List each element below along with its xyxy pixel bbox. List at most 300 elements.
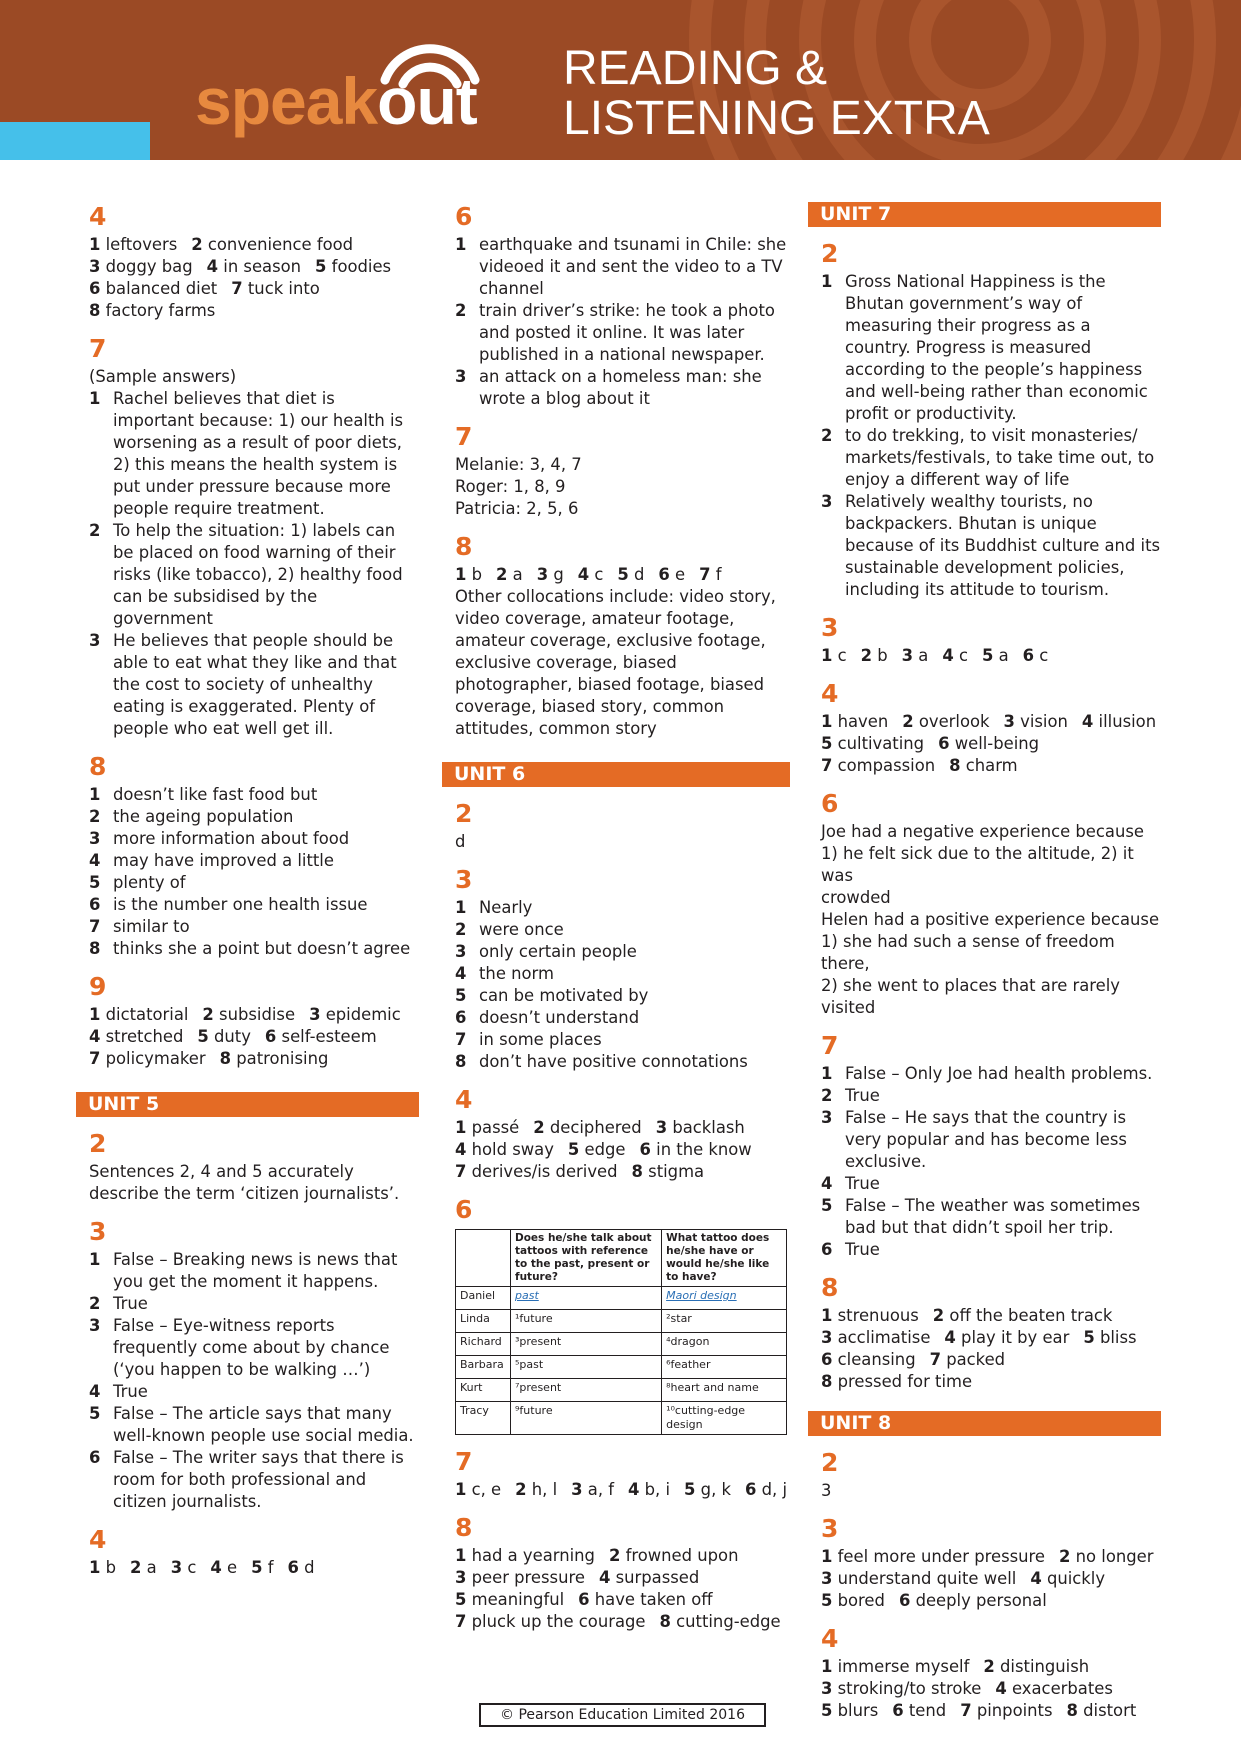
answer-number: 8: [949, 756, 961, 775]
table-cell: ¹future: [511, 1310, 662, 1333]
answer-entry: [89, 1005, 188, 1024]
answer-line: [455, 1139, 790, 1161]
exercise-number: 4: [455, 1085, 473, 1114]
answer-entry: [89, 1049, 206, 1068]
answer-entry: [1067, 1701, 1137, 1720]
answer-line: [821, 1656, 1161, 1678]
answer-value: hold sway: [471, 1140, 554, 1159]
answer-value: factory farms: [105, 301, 216, 320]
answer-value: True: [845, 1086, 880, 1105]
answer-line: [821, 1371, 1161, 1393]
answer-item: [89, 916, 419, 938]
answer-number: 3: [89, 631, 101, 650]
row-name-cell: Linda: [456, 1310, 511, 1333]
answer-number: 8: [1066, 1701, 1078, 1720]
answer-value: d: [634, 565, 645, 584]
unit-heading: UNIT 6: [442, 762, 790, 787]
answer-entry: [960, 1701, 1052, 1720]
text-line: crowded: [821, 888, 891, 907]
answer-item: [455, 1007, 790, 1029]
answer-value: off the beaten track: [949, 1306, 1113, 1325]
answer-value: Gross National Happiness is the Bhutan government’s way of measuring their progress as a country. Progress is measured according to the people’s happiness and well-being rather than economic profit or productivity.: [845, 272, 1148, 423]
answer-value: False – He says that the country is very popular and has become less exclusive.: [845, 1108, 1127, 1171]
answer-value: distinguish: [1000, 1657, 1090, 1676]
answer-item: [455, 1029, 790, 1051]
answer-value: Nearly: [479, 898, 533, 917]
answer-value: thinks she a point but doesn’t agree: [113, 939, 411, 958]
answer-text: Other collocations include: video story, video coverage, amateur footage, amateur coverage, exclusive footage, exclusive coverage, biased photographer, biased footage, biased coverage, biased story, common attitudes, common story: [455, 587, 776, 738]
answer-value: b: [471, 565, 483, 584]
answer-value: bored: [837, 1591, 885, 1610]
answer-line: [89, 1004, 419, 1026]
answer-value: True: [113, 1294, 148, 1313]
answer-value: deeply personal: [915, 1591, 1047, 1610]
answer-value: epidemic: [325, 1005, 401, 1024]
answer-line: [455, 1567, 790, 1589]
answer-item: [89, 806, 419, 828]
answer-entry: [89, 301, 215, 320]
answer-entry: [821, 734, 924, 753]
answer-number: 5: [821, 1701, 833, 1720]
answer-entry: [933, 1306, 1113, 1325]
answer-items: [89, 784, 419, 960]
answer-value: pluck up the courage: [471, 1612, 646, 1631]
answer-item: [821, 1239, 1161, 1261]
answer-entry: [821, 1372, 972, 1391]
answer-entry: [821, 712, 888, 731]
answer-value: True: [845, 1240, 880, 1259]
answer-item: [89, 520, 419, 630]
answer-number: 1: [821, 1657, 833, 1676]
exercise-number: 3: [455, 865, 473, 894]
answer-number: 4: [598, 1568, 611, 1587]
answer-value: True: [113, 1382, 148, 1401]
exercise-number: 7: [455, 422, 473, 451]
answer-lines: [455, 564, 790, 586]
answer-number: 6: [264, 1027, 277, 1046]
answer-value: patronising: [236, 1049, 329, 1068]
answer-value: stigma: [648, 1162, 705, 1181]
answer-number: 6: [89, 1448, 101, 1467]
answer-item: [455, 941, 790, 963]
row-name-cell: Tracy: [456, 1402, 511, 1435]
answer-value: False – The writer says that there is room for both professional and citizen journalists.: [113, 1448, 404, 1511]
answer-entry: [89, 1558, 116, 1577]
answer-number: 1: [89, 1005, 101, 1024]
answer-number: 2: [821, 1086, 833, 1105]
answer-line: [455, 1589, 790, 1611]
answer-value: peer pressure: [471, 1568, 585, 1587]
answer-line: [821, 1327, 1161, 1349]
answer-value: don’t have positive connotations: [479, 1052, 748, 1071]
answer-number: 4: [89, 851, 101, 870]
answer-entry: [455, 1568, 585, 1587]
answer-entry: [861, 646, 888, 665]
answer-number: 2: [130, 1558, 142, 1577]
answer-number: 7: [699, 565, 711, 584]
answer-number: 2: [983, 1657, 995, 1676]
table-header-cell: [456, 1230, 511, 1287]
text-line: 1) he felt sick due to the altitude, 2) it was: [821, 844, 1134, 885]
answer-entry: [949, 756, 1018, 775]
answer-items: [455, 234, 790, 410]
answer-value: stretched: [105, 1027, 184, 1046]
answer-entry: [1004, 712, 1068, 731]
answer-entry: [982, 646, 1009, 665]
answer-value: earthquake and tsunami in Chile: she videoed it and sent the video to a TV channel: [479, 235, 787, 298]
answer-entry: [821, 646, 847, 665]
answer-lines: [821, 1546, 1161, 1612]
answer-number: 4: [995, 1679, 1007, 1698]
exercise-number: 7: [455, 1447, 473, 1476]
exercise-number: 6: [821, 789, 839, 818]
answer-value: leftovers: [105, 235, 178, 254]
answer-number: 2: [902, 712, 914, 731]
answer-value: f: [267, 1558, 274, 1577]
answer-item: [89, 784, 419, 806]
answer-number: 7: [455, 1162, 467, 1181]
text-line: Helen had a positive experience because: [821, 910, 1160, 929]
answer-value: c: [187, 1558, 197, 1577]
answer-value: subsidise: [219, 1005, 296, 1024]
answer-item: [455, 963, 790, 985]
answer-value: quickly: [1046, 1569, 1106, 1588]
answer-number: 7: [89, 1049, 101, 1068]
answer-value: c, e: [471, 1480, 502, 1499]
note-text: (Sample answers): [89, 367, 237, 386]
table-header-cell: Does he/she talk about tattoos with reference to the past, present or future?: [511, 1230, 662, 1287]
answer-number: 2: [860, 646, 873, 665]
answer-number: 1: [455, 235, 467, 254]
answer-number: 5: [197, 1027, 209, 1046]
table-row: [456, 1287, 787, 1310]
answer-value: duty: [214, 1027, 251, 1046]
answer-entry: [89, 279, 217, 298]
answer-line: [455, 1117, 790, 1139]
table-cell: ⁹future: [511, 1402, 662, 1435]
answer-number: 4: [455, 964, 467, 983]
answer-line: [455, 1161, 790, 1183]
exercise-number: 8: [89, 752, 107, 781]
table-cell: ⁶feather: [662, 1356, 787, 1379]
answer-number: 6: [89, 895, 101, 914]
answer-items: [455, 897, 790, 1073]
answer-entry: [821, 1547, 1045, 1566]
answer-line: [821, 1349, 1161, 1371]
answer-number: 3: [309, 1005, 321, 1024]
exercise-number: 4: [89, 1525, 107, 1554]
answer-number: 6: [455, 1008, 467, 1027]
answer-value: False – Only Joe had health problems.: [845, 1064, 1153, 1083]
answer-lines: [89, 234, 419, 322]
answer-value: He believes that people should be able to eat what they like and that the cost to society of unhealthy eating is exaggerated. Plenty of people who eat well get ill.: [113, 631, 397, 738]
answer-number: 5: [684, 1480, 696, 1499]
answer-number: 6: [1022, 646, 1035, 665]
answer-number: 8: [219, 1049, 232, 1068]
answer-value: Rachel believes that diet is important because: 1) our health is worsening as a result of poor diets, 2) this means the health system is put under pressure because more people require treatment.: [113, 389, 404, 518]
exercise-number: 7: [89, 334, 107, 363]
answer-value: exacerbates: [1012, 1679, 1113, 1698]
answer-number: 3: [89, 257, 101, 276]
answer-value: were once: [479, 920, 564, 939]
unit-heading: UNIT 5: [76, 1092, 419, 1117]
answer-value: blurs: [837, 1701, 879, 1720]
answer-item: [89, 630, 419, 740]
row-name-cell: Richard: [456, 1333, 511, 1356]
answer-entry: [640, 1140, 752, 1159]
answer-text: d: [455, 832, 466, 851]
answer-number: 5: [89, 1404, 101, 1423]
answer-number: 5: [821, 734, 833, 753]
answer-value: packed: [946, 1350, 1006, 1369]
answer-value: b: [877, 646, 888, 665]
answer-lines: [455, 1545, 790, 1633]
answer-value: c: [837, 646, 847, 665]
answer-value: f: [715, 565, 722, 584]
answer-value: b, i: [644, 1480, 671, 1499]
answer-number: 1: [821, 1547, 833, 1566]
answer-entry: [1082, 712, 1156, 731]
answer-entry: [821, 756, 935, 775]
answer-value: surpassed: [615, 1568, 700, 1587]
answer-entry: [171, 1558, 197, 1577]
answer-entry: [1030, 1569, 1105, 1588]
answer-number: 1: [455, 565, 467, 584]
answer-value: stroking/to stroke: [837, 1679, 982, 1698]
answer-value: had a yearning: [471, 1546, 595, 1565]
header-title-line2: LISTENING EXTRA: [563, 92, 990, 145]
answer-item: [89, 1403, 419, 1447]
answer-number: 5: [567, 1140, 580, 1159]
answer-entry: [197, 1027, 251, 1046]
answer-entry: [938, 734, 1039, 753]
answer-number: 1: [821, 1064, 833, 1083]
answer-number: 4: [1030, 1569, 1042, 1588]
answer-number: 3: [455, 942, 467, 961]
answer-number: 3: [536, 565, 549, 584]
answer-entry: [455, 1480, 501, 1499]
answer-number: 6: [89, 279, 101, 298]
unit-heading: UNIT 8: [808, 1411, 1161, 1436]
answer-items: [89, 1249, 419, 1513]
answer-items: [821, 1063, 1161, 1261]
answer-number: 7: [929, 1350, 941, 1369]
answer-value: d, j: [761, 1480, 788, 1499]
answer-number: 2: [89, 807, 101, 826]
answer-entry: [455, 1118, 519, 1137]
answer-entry: [578, 565, 604, 584]
answer-item: [455, 919, 790, 941]
answer-number: 3: [821, 1569, 833, 1588]
answer-number: 6: [821, 1350, 833, 1369]
answer-item: [821, 1063, 1161, 1085]
answer-value: vision: [1020, 712, 1068, 731]
answer-number: 3: [170, 1558, 183, 1577]
text-line: Patricia: 2, 5, 6: [455, 499, 579, 518]
answer-number: 1: [89, 1250, 101, 1269]
answer-item: [821, 1195, 1161, 1239]
answer-entry: [191, 235, 353, 254]
answer-value: g, k: [700, 1480, 731, 1499]
answer-entry: [89, 257, 193, 276]
answer-number: 5: [821, 1196, 833, 1215]
exercise-number: 2: [455, 799, 473, 828]
answer-entry: [265, 1027, 377, 1046]
answer-number: 2: [608, 1546, 621, 1565]
answer-number: 2: [89, 521, 101, 540]
answer-value: False – Breaking news is news that you get the moment it happens.: [113, 1250, 398, 1291]
row-name-cell: Daniel: [456, 1287, 511, 1310]
answer-value: may have improved a little: [113, 851, 334, 870]
answer-item: [89, 1293, 419, 1315]
answer-value: passé: [471, 1118, 520, 1137]
exercise-number: 6: [455, 1195, 473, 1224]
answer-entry: [231, 279, 320, 298]
answer-value: doggy bag: [105, 257, 193, 276]
table-row: [456, 1402, 787, 1435]
table-header-row: [456, 1230, 787, 1287]
answer-number: 5: [315, 257, 327, 276]
answer-line: [89, 234, 419, 256]
answer-item: [455, 985, 790, 1007]
answer-entry: [658, 565, 685, 584]
answer-item: [89, 894, 419, 916]
answer-value: an attack on a homeless man: she wrote a blog about it: [479, 367, 762, 408]
answer-line: [821, 1700, 1161, 1722]
answer-value: cultivating: [837, 734, 925, 753]
answer-value: convenience food: [207, 235, 354, 254]
answer-number: 3: [1003, 712, 1015, 731]
answer-entry: [251, 1558, 273, 1577]
answer-item: [89, 828, 419, 850]
answer-number: 3: [655, 1118, 668, 1137]
answer-number: 3: [821, 492, 833, 511]
answer-value: meaningful: [471, 1590, 565, 1609]
answer-number: 7: [231, 279, 243, 298]
answer-number: 7: [821, 756, 833, 775]
answer-entry: [892, 1701, 946, 1720]
column-2: [455, 202, 790, 1633]
answer-number: 7: [89, 917, 101, 936]
answer-line: [821, 1678, 1161, 1700]
table-row: [456, 1379, 787, 1402]
answer-line: [821, 1305, 1161, 1327]
answer-value: pressed for time: [837, 1372, 973, 1391]
answer-value: False – The weather was sometimes bad but that didn’t spoil her trip.: [845, 1196, 1141, 1237]
answer-value: more information about food: [113, 829, 350, 848]
answer-item: [821, 1085, 1161, 1107]
answer-value: balanced diet: [105, 279, 218, 298]
answer-entry: [821, 1657, 969, 1676]
answer-entry: [1023, 646, 1049, 665]
answer-number: 5: [251, 1558, 263, 1577]
unit-heading: UNIT 7: [808, 202, 1161, 227]
answer-line: [89, 1048, 419, 1070]
exercise-number: 2: [89, 1129, 107, 1158]
answer-number: 5: [1083, 1328, 1095, 1347]
answer-value: d: [304, 1558, 315, 1577]
answer-number: 1: [821, 1306, 833, 1325]
answer-number: 1: [455, 1480, 467, 1499]
answer-value: distort: [1083, 1701, 1137, 1720]
answer-number: 6: [821, 1240, 833, 1259]
answer-entry: [315, 257, 391, 276]
answer-value: policymaker: [105, 1049, 206, 1068]
answer-entry: [930, 1350, 1005, 1369]
answer-value: tend: [908, 1701, 947, 1720]
table-cell: ¹⁰cutting-edge design: [662, 1402, 787, 1435]
answer-entry: [1083, 1328, 1136, 1347]
answer-entry: [609, 1546, 739, 1565]
answer-value: acclimatise: [837, 1328, 931, 1347]
text-line: Roger: 1, 8, 9: [455, 477, 566, 496]
answer-number: 4: [1081, 712, 1094, 731]
answer-value: feel more under pressure: [837, 1547, 1046, 1566]
answer-number: 8: [659, 1612, 671, 1631]
answer-value: dictatorial: [105, 1005, 189, 1024]
table-cell: ⁸heart and name: [662, 1379, 787, 1402]
answer-number: 7: [455, 1612, 467, 1631]
answer-number: 3: [89, 1316, 101, 1335]
answer-number: 3: [455, 367, 467, 386]
answer-entry: [599, 1568, 699, 1587]
answer-line: [455, 564, 790, 586]
answer-number: 2: [455, 301, 467, 320]
answer-number: 3: [821, 1328, 833, 1347]
answer-entry: [1059, 1547, 1153, 1566]
answer-value: cutting-edge: [676, 1612, 781, 1631]
text-line: Joe had a negative experience because: [821, 822, 1144, 841]
table-header-cell: What tattoo does he/she have or would he/she like to have?: [662, 1230, 787, 1287]
answer-value: doesn’t like fast food but: [113, 785, 318, 804]
answer-entry: [287, 1558, 314, 1577]
answer-line: [89, 1026, 419, 1048]
answer-line: [455, 1545, 790, 1567]
answer-value: a: [512, 565, 523, 584]
answer-number: 2: [932, 1306, 945, 1325]
answer-value: cleansing: [837, 1350, 916, 1369]
exercise-number: 7: [821, 1031, 839, 1060]
answer-items: [89, 388, 419, 740]
answer-text: 3: [821, 1481, 832, 1500]
answer-text: Sentences 2, 4 and 5 accurately describe the term ‘citizen journalists’.: [89, 1162, 400, 1203]
answer-value: well-being: [954, 734, 1040, 753]
answer-line: [821, 1568, 1161, 1590]
answer-value: can be motivated by: [479, 986, 649, 1005]
answer-entry: [944, 1328, 1069, 1347]
answer-item: [89, 1447, 419, 1513]
answer-line: [821, 755, 1161, 777]
answer-number: 6: [578, 1590, 590, 1609]
header-title: [563, 44, 990, 144]
answer-entry: [821, 1591, 885, 1610]
answer-value: c: [1039, 646, 1049, 665]
table-cell: past: [511, 1287, 662, 1310]
answer-number: 5: [617, 565, 629, 584]
answer-value: have taken off: [594, 1590, 713, 1609]
answer-entry: [578, 1590, 712, 1609]
answer-line: [821, 733, 1161, 755]
answer-entry: [995, 1679, 1113, 1698]
answer-value: is the number one health issue: [113, 895, 368, 914]
table-cell: ⁷present: [511, 1379, 662, 1402]
row-name-cell: Kurt: [456, 1379, 511, 1402]
answer-value: False – The article says that many well-known people use social media.: [113, 1404, 414, 1445]
answer-number: 6: [938, 734, 950, 753]
answer-number: 1: [821, 712, 833, 731]
answer-line: [821, 645, 1161, 667]
answer-entry: [455, 1612, 646, 1631]
